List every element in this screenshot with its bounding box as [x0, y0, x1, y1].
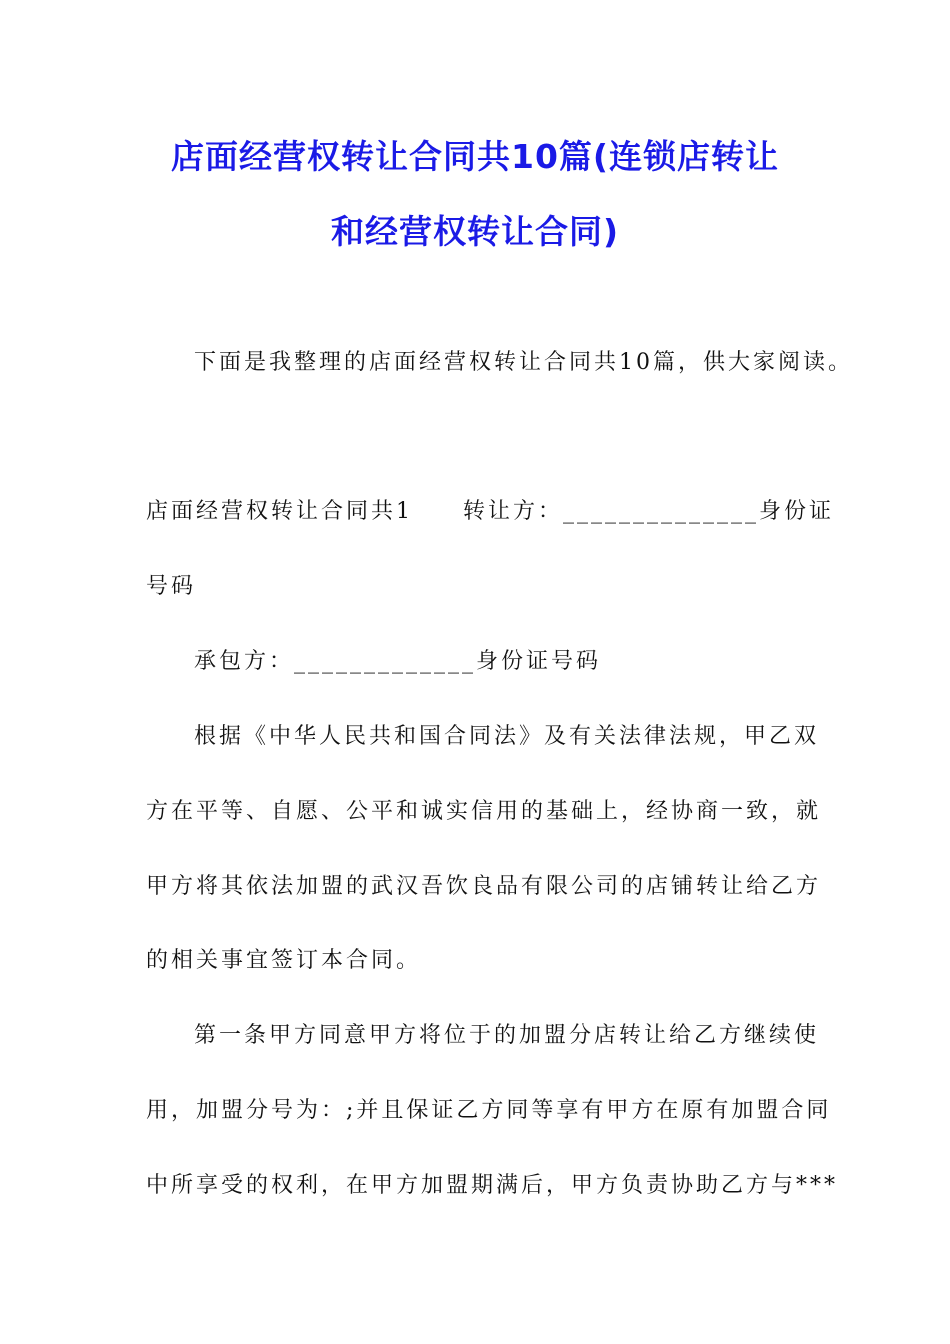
contract-line: 的相关事宜签订本合同。	[146, 948, 422, 973]
contract-line: 根据《中华人民共和国合同法》及有关法律法规，甲乙双	[194, 724, 820, 749]
document-title-line-1: 店面经营权转让合同共10篇(连锁店转让	[170, 137, 779, 176]
contract-line: 甲方将其依法加盟的武汉吾饮良品有限公司的店铺转让给乙方	[146, 874, 822, 899]
intro-paragraph: 下面是我整理的店面经营权转让合同共10篇，供大家阅读。	[194, 350, 853, 375]
contract-line: 方在平等、自愿、公平和诚实信用的基础上，经协商一致，就	[146, 799, 822, 824]
contract-line: 店面经营权转让合同共1 转让方：______________身份证	[146, 499, 834, 524]
contract-line: 用，加盟分号为：;并且保证乙方同等享有甲方在原有加盟合同	[146, 1098, 832, 1123]
document-title-line-2: 和经营权转让合同)	[330, 212, 620, 251]
contract-line: 承包方：_____________身份证号码	[194, 649, 602, 674]
contract-line: 中所享受的权利，在甲方加盟期满后，甲方负责协助乙方与***	[146, 1173, 839, 1198]
contract-line: 号码	[146, 574, 197, 599]
contract-line: 第一条甲方同意甲方将位于的加盟分店转让给乙方继续使	[194, 1023, 820, 1048]
